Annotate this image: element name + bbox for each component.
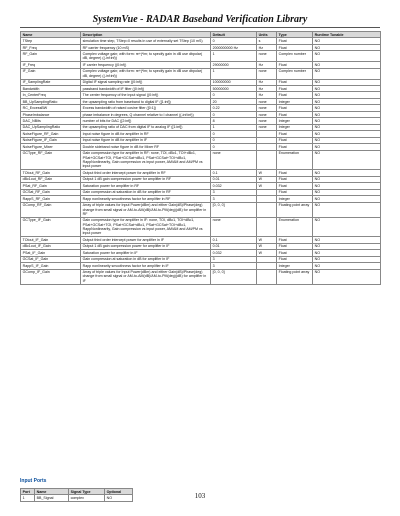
col-name: Name: [21, 32, 81, 38]
table-cell: GCType_IF_Gain: [21, 217, 81, 236]
table-cell: dBc1out_IF_Gain: [21, 243, 81, 249]
table-cell: s: [257, 38, 277, 44]
table-cell: GComp_IF_Gain: [21, 269, 81, 284]
table-cell: NO: [313, 237, 381, 243]
table-cell: NO: [313, 131, 381, 137]
table-cell: none: [257, 68, 277, 79]
table-cell: none: [211, 217, 257, 236]
table-cell: Gain compression at saturation in dB for amplifier in IF: [81, 256, 211, 262]
table-cell: Gain compression at saturation in dB for amplifier in RF: [81, 189, 211, 195]
table-cell: Enumeration: [277, 217, 313, 236]
table-cell: Gain compression type for amplifier in RF: none, TOI, dBc1, TOI+dBc1, PSat+GCSat+TOI, PSat+GCSat+dBc1, PSat+GCSat+TOI+dBc1, RappNonlinearity, Gain compression vs input power, AM/AM and AM/PM vs input power: [81, 150, 211, 169]
table-cell: [257, 202, 277, 217]
table-cell: 0.22: [211, 105, 257, 111]
table-cell: GCType_RF_Gain: [21, 150, 81, 169]
table-cell: W: [257, 176, 277, 182]
table-cell: Array of triple values for Input Power(dBm) and either Gain(dB)/Phase(deg) change from small signal or AM-to-AM(dB)/AM-to-PM(deg)(dB) for amplifier in IF: [81, 269, 211, 284]
table-cell: Complex number: [277, 51, 313, 62]
table-cell: NO: [313, 92, 381, 98]
input-ports-title: Input Ports: [20, 478, 47, 484]
table-cell: Floating point array: [277, 202, 313, 217]
table-cell: 3: [211, 189, 257, 195]
table-cell: Rapp nonlinearity smoothness factor for amplifier in RF: [81, 196, 211, 202]
table-cell: NO: [313, 85, 381, 91]
table-cell: Input noise figure in dB for amplifier in RF: [81, 131, 211, 137]
table-cell: TStep: [21, 38, 81, 44]
table-cell: Output 1 dB gain compression power for amplifier in RF: [81, 176, 211, 182]
table-row: [21, 150, 381, 169]
table-cell: IF_Freq: [21, 62, 81, 68]
table-cell: phase imbalance in degrees, Q channel relative to I channel ((-inf:inf)): [81, 111, 211, 117]
table-cell: NO: [313, 98, 381, 104]
table-cell: Floating point array: [277, 269, 313, 284]
table-cell: 0.032: [211, 183, 257, 189]
col-default: Default: [211, 32, 257, 38]
table-row: [21, 202, 381, 217]
table-cell: 2000000000 Hz: [211, 44, 257, 50]
col-description: Description: [81, 32, 211, 38]
table-cell: NO: [313, 217, 381, 236]
table-cell: NoiseFigure_RF_Gain: [21, 131, 81, 137]
table-cell: Hz: [257, 85, 277, 91]
table-cell: 3: [211, 256, 257, 262]
table-cell: Float: [277, 79, 313, 85]
table-cell: DAC_NBits: [21, 118, 81, 124]
table-cell: Float: [277, 189, 313, 195]
table-cell: NoiseFigure_IF_Gain: [21, 137, 81, 143]
table-cell: none: [257, 118, 277, 124]
table-cell: PhaseImbalance: [21, 111, 81, 117]
table-cell: [257, 150, 277, 169]
table-cell: NO: [313, 38, 381, 44]
table-cell: Output 1 dB gain compression power for amplifier in IF: [81, 243, 211, 249]
table-cell: NO: [313, 79, 381, 85]
table-cell: NO: [313, 51, 381, 62]
table-cell: 0: [211, 137, 257, 143]
table-cell: the upsampling ratio from baseband to digital IF ([1:inf]): [81, 98, 211, 104]
page-number: 103: [194, 492, 206, 500]
table-cell: passband bandwidth of IF filter ((0:inf)): [81, 85, 211, 91]
table-cell: PSat_RF_Gain: [21, 183, 81, 189]
table-cell: 1: [21, 495, 35, 501]
table-cell: Hz: [257, 79, 277, 85]
table-cell: In_CenterFreq: [21, 92, 81, 98]
table-cell: none: [257, 51, 277, 62]
table-cell: NO: [313, 124, 381, 130]
table-cell: Hz: [257, 92, 277, 98]
table-cell: NO: [313, 202, 381, 217]
table-cell: Complex voltage gain; with form: re+j*im; to specify gain in dB use dbpolar( dB, degree) ((-inf:inf)): [81, 51, 211, 62]
table-cell: NO: [313, 256, 381, 262]
col-runtime-tunable: Runtime Tunable: [313, 32, 381, 38]
table-cell: Array of triple values for Input Power(dBm) and either Gain(dB)/Phase(deg) change from small signal or AM-to-AM(dB)/AM-to-PM(deg)(dB) for amplifier in RF: [81, 202, 211, 217]
table-cell: NO: [313, 269, 381, 284]
table-cell: W: [257, 250, 277, 256]
table-cell: NO: [313, 111, 381, 117]
table-cell: [0, 0, 0]: [211, 202, 257, 217]
table-cell: 0: [211, 38, 257, 44]
table-cell: 1: [211, 51, 257, 62]
table-cell: none: [257, 98, 277, 104]
table-cell: Integer: [277, 118, 313, 124]
table-cell: 0: [211, 92, 257, 98]
table-cell: NO: [313, 144, 381, 150]
table-cell: dBc1out_RF_Gain: [21, 176, 81, 182]
table-cell: Excess bandwidth of raised cosine filter ([0:1]): [81, 105, 211, 111]
table-row: [21, 217, 381, 236]
table-cell: NO: [313, 150, 381, 169]
table-cell: 1: [211, 124, 257, 130]
table-cell: IF_Gain: [21, 68, 81, 79]
table-cell: TOIout_RF_Gain: [21, 170, 81, 176]
table-cell: [257, 217, 277, 236]
col-port-name: Name: [35, 489, 69, 495]
table-cell: Float: [277, 44, 313, 50]
table-cell: NO: [313, 105, 381, 111]
table-cell: W: [257, 243, 277, 249]
table-cell: BB_Signal: [35, 495, 69, 501]
table-cell: Saturation power for amplifier in IF: [81, 250, 211, 256]
table-cell: 0.032: [211, 250, 257, 256]
table-cell: RF_Freq: [21, 44, 81, 50]
table-cell: Float: [277, 92, 313, 98]
table-cell: Float: [277, 243, 313, 249]
table-cell: the upsampling ratio of DAC from digital IF to analog IF ([1:inf]): [81, 124, 211, 130]
table-cell: 0.01: [211, 176, 257, 182]
table-cell: GComp_RF_Gain: [21, 202, 81, 217]
table-cell: 50000000: [211, 85, 257, 91]
table-cell: none: [257, 111, 277, 117]
table-cell: 3: [211, 196, 257, 202]
table-cell: 20: [211, 98, 257, 104]
table-cell: Integer: [277, 98, 313, 104]
table-cell: NO: [313, 176, 381, 182]
col-units: Units: [257, 32, 277, 38]
table-cell: 0.1: [211, 170, 257, 176]
table-cell: Gain compression type for amplifier in IF: none, TOI, dBc1, TOI+dBc1, PSat+GCSat+TOI, PSat+GCSat+dBc1, PSat+GCSat+TOI+dBc1, RappNonlinearity, Gain compression vs input power, AM/AM and AM/PM vs input power: [81, 217, 211, 236]
table-cell: 0.1: [211, 237, 257, 243]
table-cell: The center frequency of the input signal ((0:inf)): [81, 92, 211, 98]
table-cell: [0, 0, 0]: [211, 269, 257, 284]
table-cell: none: [257, 124, 277, 130]
table-cell: Float: [277, 137, 313, 143]
table-cell: W: [257, 170, 277, 176]
table-cell: PSat_IF_Gain: [21, 250, 81, 256]
table-cell: 0: [211, 144, 257, 150]
header-rule: [20, 27, 380, 28]
table-cell: Enumeration: [277, 150, 313, 169]
table-row: [21, 51, 381, 62]
table-cell: NO: [105, 495, 133, 501]
table-cell: Output third order intercept power for amplifier in IF: [81, 237, 211, 243]
col-port: Port: [21, 489, 35, 495]
table-cell: Float: [277, 111, 313, 117]
table-cell: RappS_RF_Gain: [21, 196, 81, 202]
table-cell: RF carrier frequency (10 mS): [81, 44, 211, 50]
table-cell: 0: [211, 111, 257, 117]
table-cell: W: [257, 237, 277, 243]
table-cell: Complex number: [277, 68, 313, 79]
table-cell: NO: [313, 137, 381, 143]
table-cell: Float: [277, 131, 313, 137]
table-cell: 8: [211, 118, 257, 124]
table-cell: IF carrier frequency ((0:inf)): [81, 62, 211, 68]
table-cell: Saturation power for amplifier in RF: [81, 183, 211, 189]
table-cell: Hz: [257, 62, 277, 68]
table-cell: NO: [313, 250, 381, 256]
table-cell: W: [257, 183, 277, 189]
table-cell: GCSat_IF_Gain: [21, 256, 81, 262]
table-cell: simulation time step, TStep=0 results in use of externally set TStep (10 mS): [81, 38, 211, 44]
table-cell: Float: [277, 176, 313, 182]
page-title: SystemVue - RADAR Baseband Verification Library: [92, 14, 308, 25]
table-cell: 29000000: [211, 62, 257, 68]
table-cell: 0: [211, 131, 257, 137]
table-cell: Output third order intercept power for amplifier in RF: [81, 170, 211, 176]
table-cell: Digital IF signal sampling rate ((0:inf)): [81, 79, 211, 85]
table-cell: GCSat_RF_Gain: [21, 189, 81, 195]
table-cell: TOIout_IF_Gain: [21, 237, 81, 243]
parameters-body: [21, 38, 381, 284]
table-cell: Float: [277, 85, 313, 91]
table-cell: complex: [69, 495, 105, 501]
table-cell: Float: [277, 237, 313, 243]
table-cell: IF_SamplingRate: [21, 79, 81, 85]
table-cell: number of bits for DAC ([2:inf]): [81, 118, 211, 124]
table-cell: NO: [313, 196, 381, 202]
table-cell: NO: [313, 189, 381, 195]
table-cell: NO: [313, 68, 381, 79]
table-cell: 1: [211, 68, 257, 79]
table-row: [21, 68, 381, 79]
table-cell: Input noise figure in dB for amplifier in IF: [81, 137, 211, 143]
table-cell: NoiseFigure_Mixer: [21, 144, 81, 150]
table-cell: RC_ExcessBW: [21, 105, 81, 111]
table-cell: NO: [313, 44, 381, 50]
table-cell: none: [211, 150, 257, 169]
table-cell: 100000000: [211, 79, 257, 85]
table-cell: NO: [313, 183, 381, 189]
table-cell: BB_UpSamplingRatio: [21, 98, 81, 104]
col-optional: Optional: [105, 489, 133, 495]
table-cell: Integer: [277, 196, 313, 202]
table-cell: Hz: [257, 44, 277, 50]
table-row: [21, 269, 381, 284]
parameters-table: [20, 31, 381, 285]
table-cell: Float: [277, 170, 313, 176]
table-cell: Float: [277, 256, 313, 262]
table-cell: Float: [277, 183, 313, 189]
table-cell: Float: [277, 250, 313, 256]
table-cell: Rapp nonlinearity smoothness factor for amplifier in IF: [81, 263, 211, 269]
table-cell: NO: [313, 170, 381, 176]
table-cell: Bandwidth: [21, 85, 81, 91]
col-type: Type: [277, 32, 313, 38]
table-cell: Complex voltage gain; with form: re+j*im; to specify gain in dB use dbpolar( dB, degree) ((-inf:inf)): [81, 68, 211, 79]
table-cell: 0.01: [211, 243, 257, 249]
table-cell: Double sideband noise figure in dB for Mixer RF: [81, 144, 211, 150]
table-cell: RF_Gain: [21, 51, 81, 62]
table-cell: Integer: [277, 124, 313, 130]
table-cell: [257, 269, 277, 284]
table-cell: Float: [277, 62, 313, 68]
table-cell: NO: [313, 263, 381, 269]
table-cell: RappS_IF_Gain: [21, 263, 81, 269]
table-cell: Float: [277, 144, 313, 150]
table-cell: NO: [313, 62, 381, 68]
table-cell: Integer: [277, 263, 313, 269]
table-cell: 3: [211, 263, 257, 269]
table-cell: none: [257, 105, 277, 111]
table-cell: NO: [313, 243, 381, 249]
table-cell: Float: [277, 38, 313, 44]
table-cell: DAC_UpSamplingRatio: [21, 124, 81, 130]
col-signal-type: Signal Type: [69, 489, 105, 495]
table-cell: Float: [277, 105, 313, 111]
table-cell: NO: [313, 118, 381, 124]
